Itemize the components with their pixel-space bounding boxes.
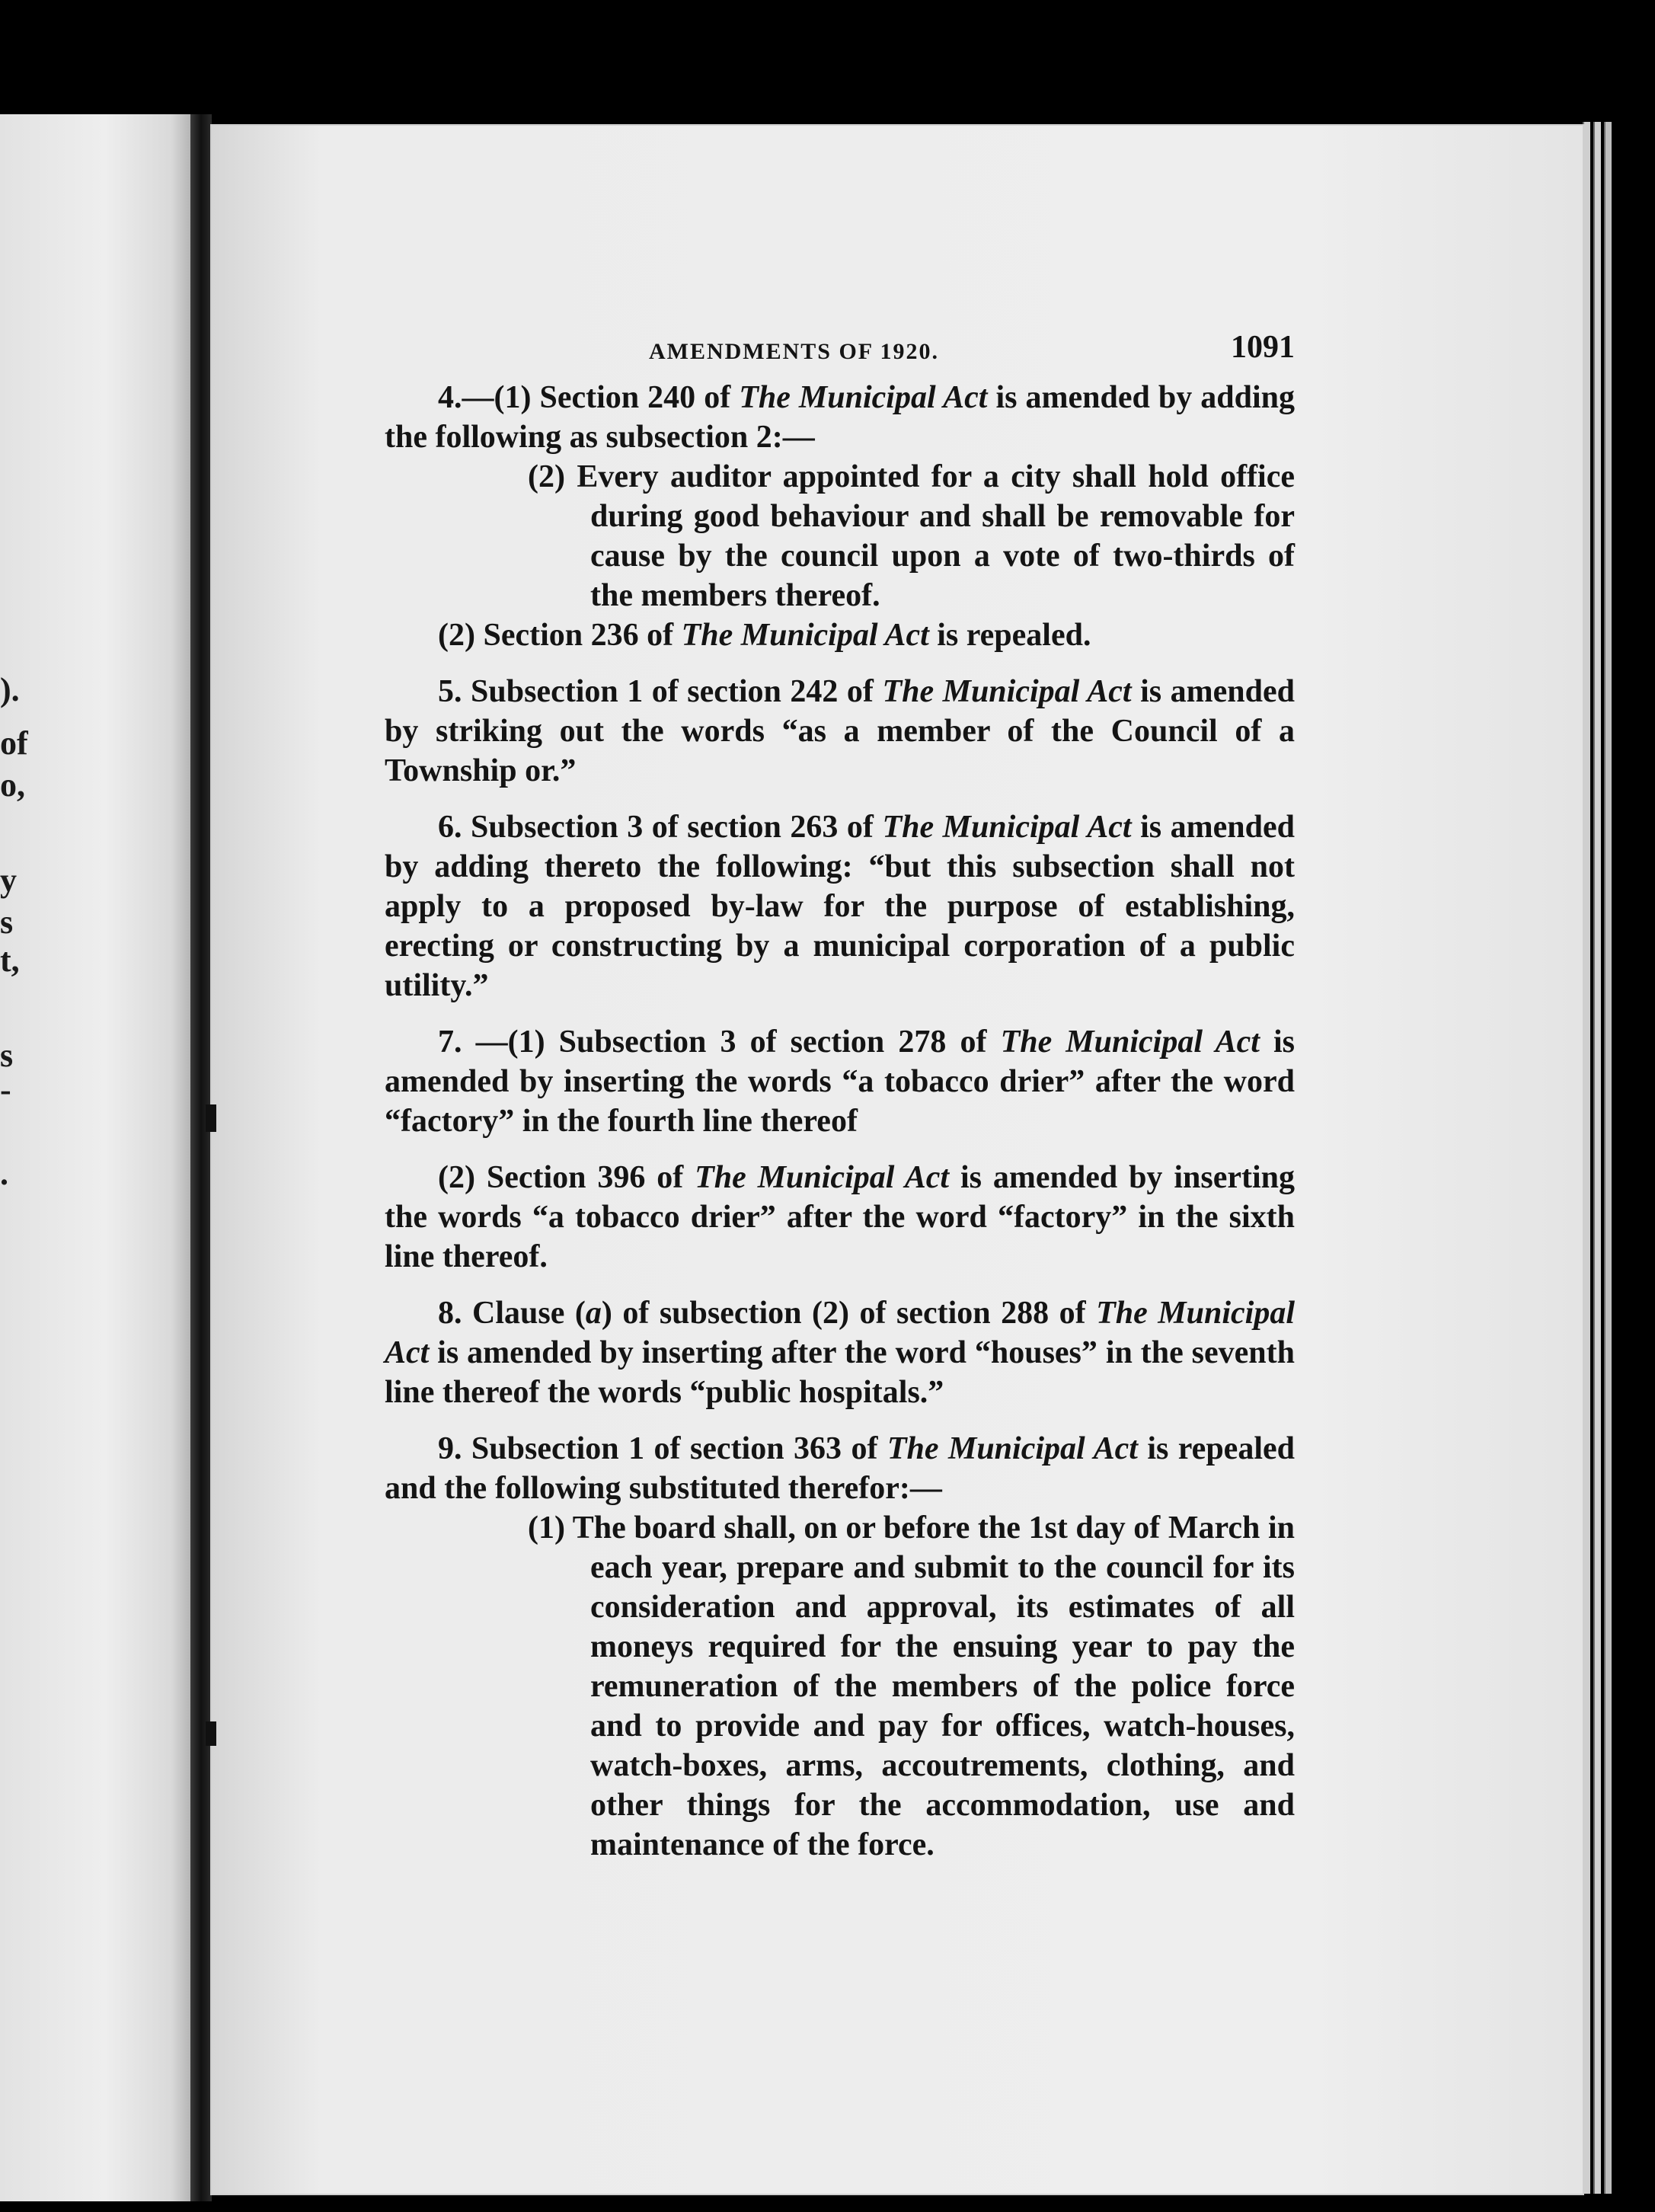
left-edge-char: o,: [0, 766, 25, 804]
act-name: The Municipal Act: [887, 1431, 1138, 1466]
act-name: The Municipal Act: [681, 618, 929, 653]
running-head-title: AMENDMENTS OF 1920.: [648, 339, 940, 364]
section-7-paragraph-2: (2) Section 396 of The Municipal Act is amended by inserting the words “a tobacco drier” after the word “factory” in the sixth line thereof.: [385, 1160, 1295, 1274]
left-edge-char: s: [0, 903, 14, 941]
section-6-paragraph: 6. Subsection 3 of section 263 of The Municipal Act is amended by adding thereto the following: “but this subsection shall not apply to a proposed by-law for the purpose of establishing, erecting or constructing by a municipal corporation of a public utility.”: [385, 810, 1295, 1003]
left-edge-char: t,: [0, 941, 20, 979]
running-head: [385, 328, 1295, 373]
section-4-paragraph-2: (2) Section 236 of The Municipal Act is repealed.: [438, 618, 1091, 653]
scan-mark: [206, 1721, 216, 1746]
section-7-paragraph: 7. —(1) Subsection 3 of section 278 of The Municipal Act is amended by inserting the words “a tobacco drier” after the word “factory” in the fourth line thereof: [385, 1024, 1295, 1139]
left-edge-char: y: [0, 861, 17, 899]
left-edge-char: .: [0, 1155, 8, 1192]
page-edge: [1583, 122, 1590, 2194]
section-8-paragraph: 8. Clause (a) of subsection (2) of section 288 of The Municipal Act is amended by inserting after the word “houses” in the seventh line thereof the words “public hospitals.”: [385, 1296, 1295, 1410]
section-9-paragraph: 9. Subsection 1 of section 363 of The Municipal Act is repealed and the following substituted therefor:—: [385, 1431, 1295, 1506]
section-5-paragraph: 5. Subsection 1 of section 242 of The Municipal Act is amended by striking out the words “as a member of the Council of a Township or.”: [385, 674, 1295, 788]
left-edge-char: s: [0, 1037, 14, 1074]
act-name: The Municipal Act: [882, 674, 1132, 709]
page-text: [385, 328, 1295, 1865]
act-name: The Municipal Act: [739, 380, 988, 415]
left-edge-char: of: [0, 724, 28, 762]
section-9-subsection-1: (1) The board shall, on or before the 1st day of March in each year, prepare and submit to the council for its consideration and approval, its estimates of all moneys required for the ensuing year to pay the remuneration of the members of the police force and to provide and pay for offices, watch-houses, watch-boxes, arms, accoutrements, clothing, and other things for the accommodation, use and maintenance of the force.: [528, 1510, 1295, 1862]
page-edge: [1593, 122, 1601, 2194]
act-name: The Municipal Act: [385, 1296, 1295, 1370]
section-4-paragraph: 4.—(1) Section 240 of The Municipal Act is amended by adding the following as subsection 2:—: [385, 380, 1295, 455]
left-edge-char: -: [0, 1071, 11, 1108]
left-facing-page: [0, 114, 190, 2201]
scan-mark: [206, 1104, 216, 1132]
book-gutter: [190, 114, 212, 2201]
act-name: The Municipal Act: [695, 1160, 950, 1195]
section-4-subsection-2: (2) Every auditor appointed for a city shall hold office during good behaviour and shall be removable for cause by the council upon a vote of two-thirds of the members thereof.: [528, 459, 1295, 613]
page-edge: [1604, 122, 1612, 2194]
act-name: The Municipal Act: [882, 810, 1132, 845]
clause-letter: a: [585, 1296, 602, 1331]
act-name: The Municipal Act: [1000, 1024, 1260, 1060]
page-number: 1091: [1231, 330, 1295, 365]
left-edge-char: ).: [0, 671, 20, 708]
